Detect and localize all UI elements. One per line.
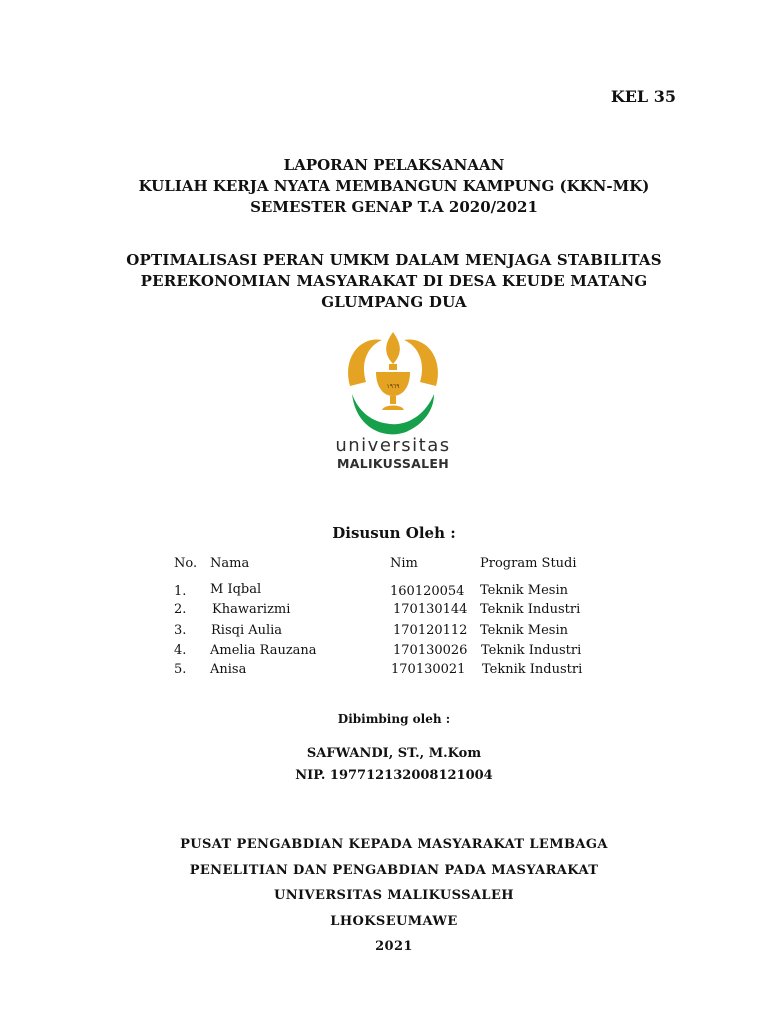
authors-heading: Disusun Oleh : <box>332 524 456 542</box>
row-prodi: Teknik Industri <box>480 602 581 617</box>
row-nim: 160120054 <box>390 584 465 599</box>
footer-year: 2021 <box>375 939 413 954</box>
logo-word-universitas: universitas <box>335 435 451 456</box>
topic-line: PEREKONOMIAN MASYARAKAT DI DESA KEUDE MATANG <box>140 272 648 290</box>
report-title <box>0 155 768 218</box>
row-nama: Risqi Aulia <box>211 623 283 638</box>
row-no: 4. <box>174 643 187 658</box>
column-program-studi: Program Studi <box>480 556 577 571</box>
row-nim: 170120112 <box>393 623 468 638</box>
row-nim: 170130144 <box>393 602 468 617</box>
logo-torch-neck <box>389 364 397 370</box>
title-line: SEMESTER GENAP T.A 2020/2021 <box>250 198 538 216</box>
row-no: 5. <box>174 662 187 677</box>
logo-stem <box>390 396 396 404</box>
footer-line: PUSAT PENGABDIAN KEPADA MASYARAKAT LEMBAGA <box>180 837 608 852</box>
row-prodi: Teknik Industri <box>482 662 583 677</box>
row-no: 2. <box>174 602 187 617</box>
logo-base <box>382 406 404 411</box>
advisor-name: SAFWANDI, ST., M.Kom <box>306 746 482 761</box>
advisor-heading: Dibimbing oleh : <box>337 712 451 726</box>
footer-line: PENELITIAN DAN PENGABDIAN PADA MASYARAKAT <box>189 862 599 878</box>
column-no: No. <box>174 556 198 571</box>
row-prodi: Teknik Mesin <box>480 583 568 598</box>
row-nama: M Iqbal <box>210 582 262 597</box>
advisor-nip: NIP. 197712132008121004 <box>295 768 493 783</box>
row-prodi: Teknik Industri <box>481 643 582 658</box>
footer-line: UNIVERSITAS MALIKUSSALEH <box>274 888 514 903</box>
column-nama: Nama <box>210 556 250 571</box>
logo-wordmark <box>318 436 468 472</box>
group-label: KEL 35 <box>610 87 676 106</box>
logo-flame <box>386 332 400 364</box>
footer-line: LHOKSEUMAWE <box>330 913 458 929</box>
logo-seal-text: ١٩٦٩ <box>386 383 400 390</box>
advisor-info <box>0 743 768 787</box>
institution-footer <box>0 832 768 960</box>
row-prodi: Teknik Mesin <box>480 623 568 638</box>
logo-word-malikussaleh: MALIKUSSALEH <box>336 456 450 471</box>
row-nama: Khawarizmi <box>212 602 291 617</box>
row-nim: 170130021 <box>391 662 466 677</box>
row-nama: Amelia Rauzana <box>210 643 317 658</box>
title-line: LAPORAN PELAKSANAAN <box>283 156 505 174</box>
row-no: 3. <box>174 623 187 638</box>
row-nama: Anisa <box>210 662 247 677</box>
report-topic <box>0 250 768 313</box>
row-nim: 170130026 <box>393 643 468 658</box>
column-nim: Nim <box>390 556 418 571</box>
topic-line: OPTIMALISASI PERAN UMKM DALAM MENJAGA STABILITAS <box>126 251 662 269</box>
title-line: KULIAH KERJA NYATA MEMBANGUN KAMPUNG (KKN-MK) <box>138 177 650 195</box>
topic-line: GLUMPANG DUA <box>321 293 467 311</box>
row-no: 1. <box>174 584 187 599</box>
